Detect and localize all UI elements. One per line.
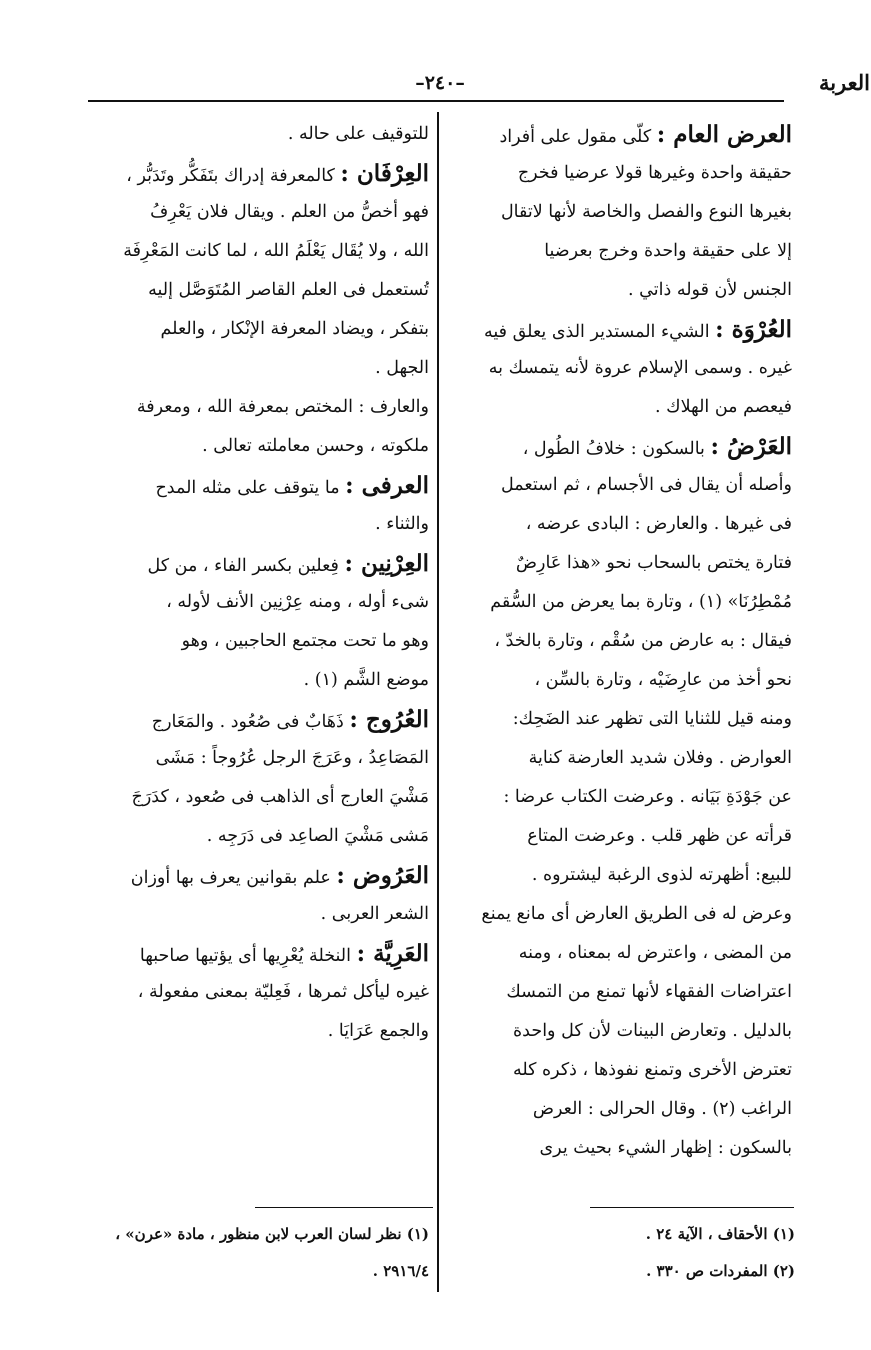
entry-headword: العُرُوج : — [349, 706, 429, 733]
entry-text: ومنه قيل للثنايا التى تظهر عند الضَحِك: — [512, 709, 792, 729]
text-line — [452, 856, 792, 895]
entry-text: بالسكون : إظهار الشيء بحيث يرى — [539, 1138, 792, 1158]
text-line — [84, 427, 429, 466]
text-line — [84, 778, 429, 817]
text-line — [84, 700, 429, 739]
text-line — [84, 232, 429, 271]
text-line — [84, 1012, 429, 1051]
footnote-left-1: (١) نظر لسان العرب لابن منظور ، مادة «عرن» ، — [115, 1225, 429, 1243]
text-line — [84, 310, 429, 349]
text-line — [84, 505, 429, 544]
text-line — [452, 427, 792, 466]
entry-headword: العَرْضُ : — [710, 433, 792, 460]
text-line — [84, 349, 429, 388]
text-line — [452, 622, 792, 661]
entry-headword: العِرْفَان : — [340, 160, 429, 187]
entry-text: المَصَاعِدُ ، وعَرَجَ الرجل عُرُوجاً : مَشَى — [155, 748, 429, 768]
right-column — [452, 115, 792, 1168]
entry-text: تُستعمل فى العلم القاصر المُتَوَصَّل إليه — [148, 280, 429, 300]
entry-headword: العِرْنِين : — [344, 550, 429, 577]
text-line — [452, 1051, 792, 1090]
entry-text: حقيقة واحدة وغيرها قولا عرضيا فخرج — [517, 163, 792, 183]
entry-text: تعترض الأخرى وتمنع نفوذها ، ذكره كله — [512, 1060, 792, 1080]
text-line — [452, 1012, 792, 1051]
entry-text: ملكوته ، وحسن معاملته تعالى . — [202, 436, 429, 456]
entry-text: فى غيرها . والعارض : البادى عرضه ، — [525, 514, 792, 534]
text-line — [452, 895, 792, 934]
entry-text: والثناء . — [375, 514, 429, 534]
text-line — [452, 700, 792, 739]
entry-headword: العرض العام : — [656, 121, 792, 148]
entry-text: موضع الشَّم (١) . — [303, 670, 429, 690]
text-line — [452, 271, 792, 310]
text-line — [452, 661, 792, 700]
entry-text: اعتراضات الفقهاء لأنها تمنع من التمسك — [506, 982, 792, 1002]
text-line — [84, 466, 429, 505]
entry-text: الله ، ولا يُقَال يَعْلَمُ الله ، لما كانت المَعْرِفَة — [123, 241, 429, 261]
entry-text: وعرض له فى الطريق العارض أى مانع يمنع — [481, 904, 792, 924]
entry-text: وأصله أن يقال فى الأجسام ، ثم استعمل — [501, 475, 792, 495]
footnote-right-2: (٢) المفردات ص ٣٣٠ . — [646, 1262, 795, 1280]
text-line — [84, 115, 429, 154]
entry-text: عن جَوْدَةِ بَيَانه . وعرضت الكتاب عرضا : — [503, 787, 792, 807]
entry-text: فهو أخصُّ من العلم . ويقال فلان يَعْرِفُ — [150, 202, 429, 222]
text-line — [84, 583, 429, 622]
text-line — [84, 817, 429, 856]
entry-text: والجمع عَرَايَا . — [327, 1021, 429, 1041]
text-line — [452, 583, 792, 622]
text-line — [84, 193, 429, 232]
entry-text: ما يتوقف على مثله المدح — [155, 478, 346, 498]
entry-text: غيره . وسمى الإسلام عروة لأنه يتمسك به — [488, 358, 792, 378]
entry-text: علم بقوانين يعرف بها أوزان — [130, 868, 337, 888]
text-line — [452, 466, 792, 505]
running-title: العربة — [818, 70, 870, 95]
text-line — [452, 739, 792, 778]
text-line — [452, 544, 792, 583]
entry-text: الجنس لأن قوله ذاتي . — [628, 280, 792, 300]
entry-text: بالسكون : خلافُ الطُول ، — [522, 439, 711, 459]
footnote-right-1: (١) الأحقاف ، الآية ٢٤ . — [645, 1225, 795, 1243]
text-line — [84, 661, 429, 700]
text-line — [84, 154, 429, 193]
entry-text: بتفكر ، ويضاد المعرفة الإنْكار ، والعلم — [160, 319, 429, 339]
entry-text: مُمْطِرُنَا» (١) ، وتارة بما يعرض من السُّقم — [490, 592, 792, 612]
text-line — [452, 973, 792, 1012]
text-line — [452, 817, 792, 856]
entry-headword: العُرْوَة : — [715, 316, 792, 343]
entry-text: الراغب (٢) . وقال الحرالى : العرض — [532, 1099, 792, 1119]
entry-text: والعارف : المختص بمعرفة الله ، ومعرفة — [136, 397, 429, 417]
entry-text: شىء أوله ، ومنه عِرْنِين الأنف لأوله ، — [166, 592, 429, 612]
text-line — [452, 115, 792, 154]
entry-text: للبيع: أظهرته لذوى الرغبة ليشتروه . — [531, 865, 792, 885]
entry-text: نحو أخذ من عارِضَيْه ، وتارة بالسِّن ، — [534, 670, 792, 690]
text-line — [452, 778, 792, 817]
text-line — [84, 622, 429, 661]
text-line — [84, 388, 429, 427]
entry-text: مَشْيَ العارج أى الذاهب فى صُعود ، كدَرَجَ — [131, 787, 429, 807]
left-column — [84, 115, 429, 1051]
entry-text: مَشى مَشْيَ الصاعِد فى دَرَجِه . — [206, 826, 429, 846]
text-line — [84, 271, 429, 310]
header-rule — [88, 100, 784, 102]
text-line — [452, 349, 792, 388]
entry-text: كلّى مقول على أفراد — [499, 127, 657, 147]
entry-text: فيقال : به عارض من سُقْم ، وتارة بالخدّ ، — [494, 631, 792, 651]
page-number: –٢٤٠– — [415, 72, 465, 94]
entry-text: فيعصم من الهلاك . — [655, 397, 792, 417]
entry-text: إلا على حقيقة واحدة وخرج بعرضيا — [544, 241, 792, 261]
entry-text: الشعر العربى . — [320, 904, 429, 924]
entry-text: من المضى ، واعترض له بمعناه ، ومنه — [518, 943, 792, 963]
footnote-left-2: ٢٩١٦/٤ . — [372, 1262, 429, 1280]
text-line — [452, 310, 792, 349]
text-line — [452, 1090, 792, 1129]
footnote-rule-left — [255, 1207, 433, 1208]
entry-headword: العَرُوض : — [336, 862, 429, 889]
entry-headword: العرفى : — [345, 472, 429, 499]
text-line — [452, 934, 792, 973]
entry-text: بالدليل . وتعارض البينات لأن كل واحدة — [513, 1021, 792, 1041]
text-line — [452, 1129, 792, 1168]
text-line — [84, 739, 429, 778]
text-line — [452, 232, 792, 271]
text-line — [84, 544, 429, 583]
entry-text: الجهل . — [375, 358, 429, 378]
text-line — [452, 193, 792, 232]
entry-text: للتوقيف على حاله . — [287, 124, 429, 144]
text-line — [84, 856, 429, 895]
entry-text: فِعلين بكسر الفاء ، من كل — [147, 556, 345, 576]
entry-text: ذَهَابٌ فى صُعُود . والمَعَارج — [151, 712, 350, 732]
entry-text: وهو ما تحت مجتمع الحاجبين ، وهو — [181, 631, 429, 651]
entry-text: قرأته عن ظهر قلب . وعرضت المتاع — [527, 826, 792, 846]
column-divider — [437, 112, 439, 1292]
entry-text: بغيرها النوع والفصل والخاصة لأنها لاتقال — [500, 202, 792, 222]
entry-text: الشيء المستدير الذى يعلق فيه — [483, 322, 716, 342]
entry-text: كالمعرفة إدراك بتَفَكُّر وتَدَبُّر ، — [126, 166, 341, 186]
text-line — [452, 505, 792, 544]
entry-text: العوارض . وفلان شديد العارضة كناية — [528, 748, 792, 768]
entry-headword: العَرِيَّة : — [356, 940, 429, 967]
entry-text: النخلة يُعْرِيها أى يؤتيها صاحبها — [139, 946, 357, 966]
text-line — [84, 973, 429, 1012]
entry-text: غيره ليأكل ثمرها ، فَعِليّة بمعنى مفعولة ، — [137, 982, 429, 1002]
text-line — [84, 934, 429, 973]
text-line — [452, 388, 792, 427]
entry-text: فتارة يختص بالسحاب نحو «هذا عَارِضٌ — [515, 553, 792, 573]
text-line — [452, 154, 792, 193]
footnote-rule-right — [590, 1207, 794, 1208]
text-line — [84, 895, 429, 934]
